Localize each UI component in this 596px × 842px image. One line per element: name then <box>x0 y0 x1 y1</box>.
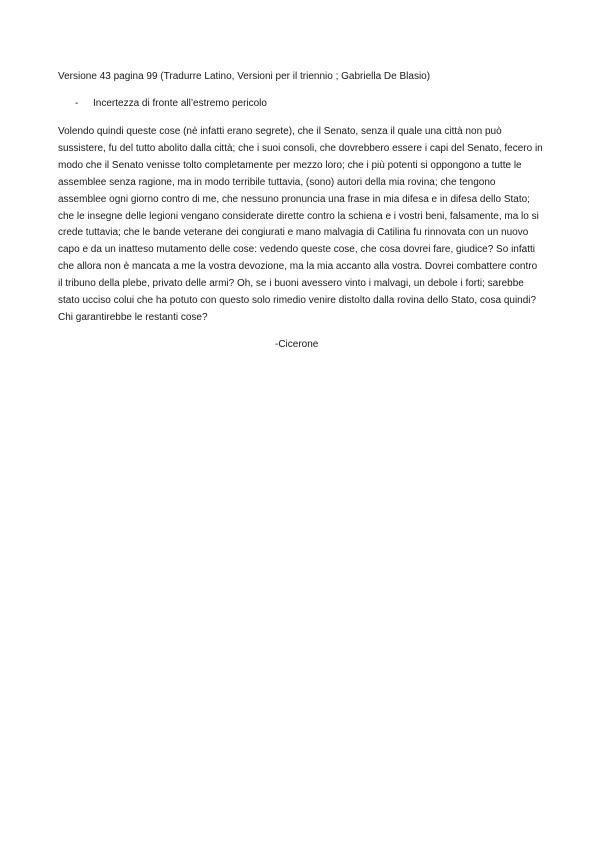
list-item <box>58 97 538 110</box>
bullet-dash-icon: - <box>75 98 79 109</box>
bullet-list <box>58 97 538 110</box>
document-heading: Versione 43 pagina 99 (Tradurre Latino, Versioni per il triennio ; Gabriella De Blasio) <box>58 71 431 82</box>
author-signature: -Cicerone <box>275 338 319 350</box>
bullet-text: Incertezza di fronte all’estremo pericolo <box>93 98 267 109</box>
body-paragraph: Volendo quindi queste cose (nè infatti erano segrete), che il Senato, senza il quale una città non può sussistere, fu del tutto abolito dalla città; che i suoi consoli, che dovrebbero essere i capi del Senato, fecero in modo che il Senato venisse tolto completamente per mezzo loro; che i più potenti si oppongono a tutte le assemblee senza ragione, ma in modo terribile tuttavia, (sono) autori della mia rovina; che tengono assemblee ogni giorno contro di me, che nessuno pronuncia una frase in mia difesa e in difesa dello Stato; che le insegne delle legioni vengano considerate dirette contro la schiena e i vostri beni, falsamente, ma lo si crede tuttavia; che le bande veterane dei congiurati e mano malvagia di Catilina fu rinnovata con un nuovo capo e da un inatteso mutamento delle cose: vedendo queste cose, che cosa dovrei fare, giudice? So infatti che allora non è mancata a me la vostra devozione, ma la mia accanto alla vostra. Dovrei combattere contro il tribuno della plebe, privato delle armi? Oh, se i buoni avessero vinto i malvagi, un debole i forti; sarebbe stato ucciso colui che ha potuto con questo solo rimedio venire distolto dalla rovina dello Stato, cosa quindi? Chi garantirebbe le restanti cose? <box>58 126 543 323</box>
